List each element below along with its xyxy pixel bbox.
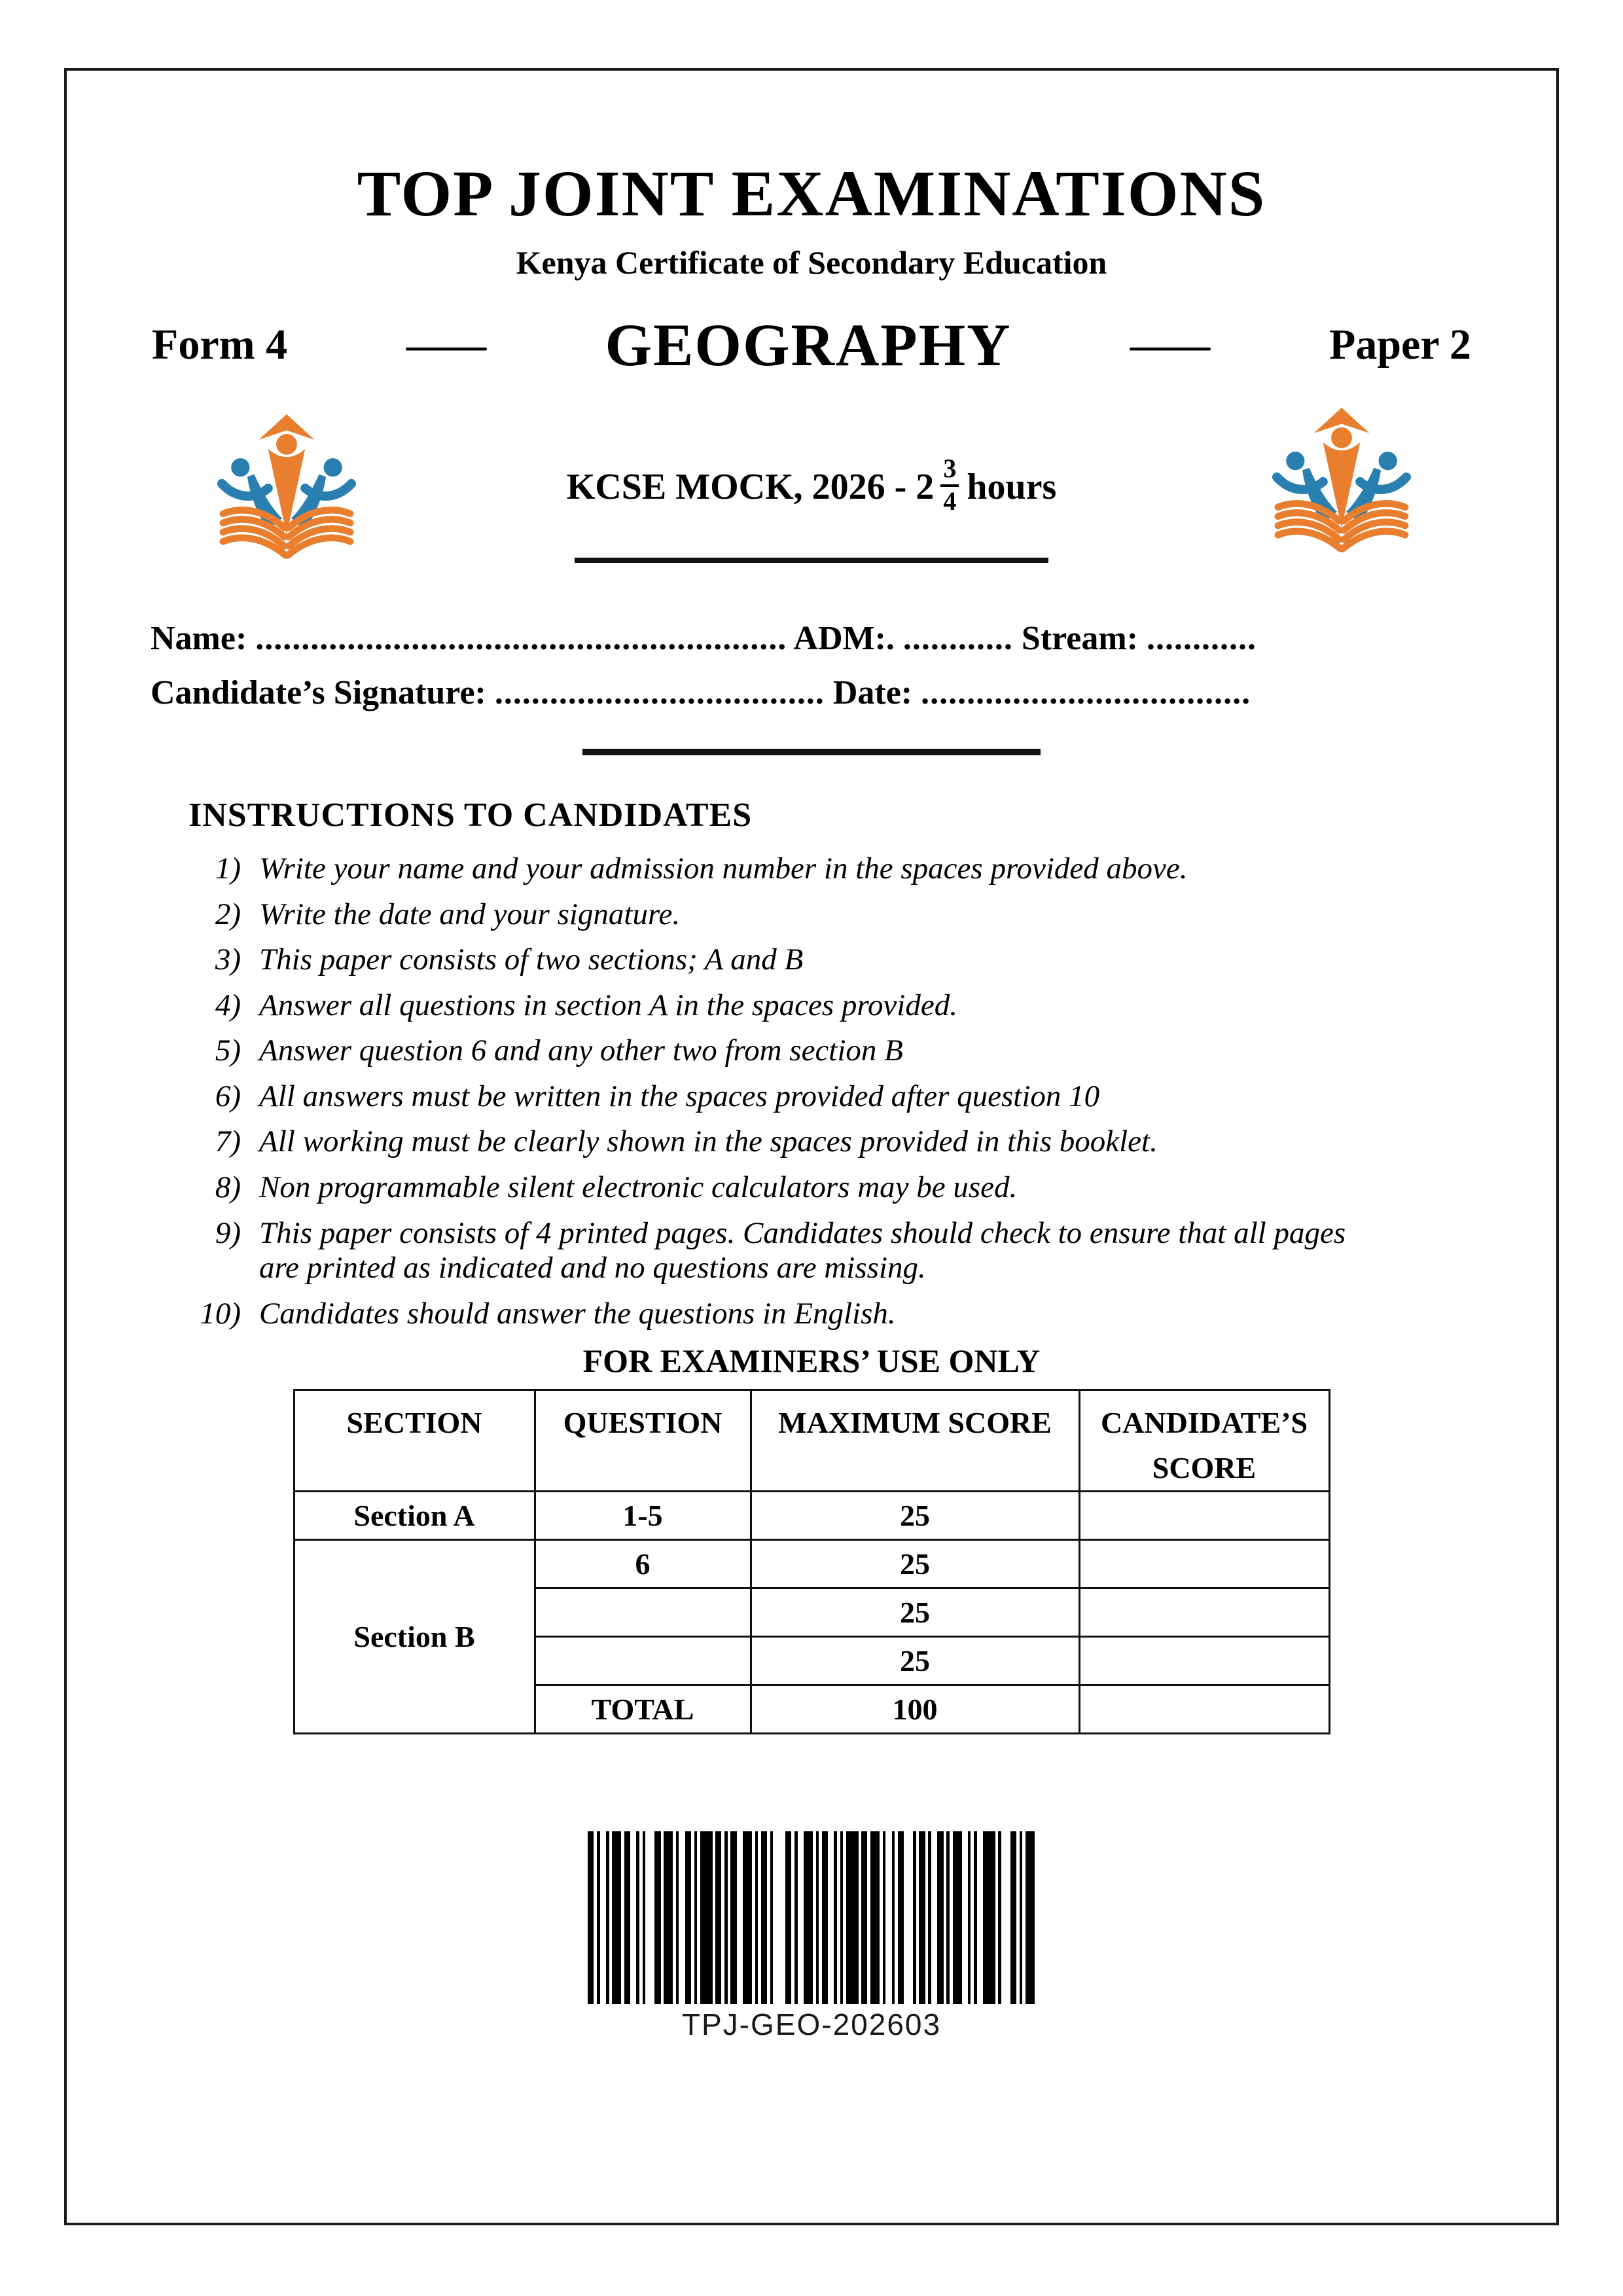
instruction-text: Answer question 6 and any other two from section B (259, 1033, 903, 1068)
barcode-bar (846, 1831, 859, 2004)
instruction-text: Non programmable silent electronic calculators may be used. (259, 1170, 1018, 1205)
adm-label: ADM:. (793, 620, 895, 657)
max-score-cell: 25 (751, 1492, 1079, 1540)
instructions-heading: INSTRUCTIONS TO CANDIDATES (188, 797, 753, 834)
max-score-cell: 25 (751, 1540, 1079, 1588)
instruction-number: 4) (215, 988, 241, 1022)
page-content (67, 71, 1556, 2223)
barcode-bar (953, 1831, 962, 2004)
dash-separator-icon: — (406, 321, 486, 368)
instruction-text: Write the date and your signature. (259, 897, 681, 931)
stream-fill-line: ............ (1147, 620, 1257, 657)
signature-fill-line: .................................... (494, 674, 825, 711)
col-header-question: QUESTION (535, 1390, 751, 1492)
instruction-number: 8) (215, 1170, 241, 1205)
barcode-bar (761, 1831, 767, 2004)
question-cell: 6 (535, 1540, 751, 1588)
barcode-bar (737, 1831, 743, 2004)
name-field-row (151, 619, 1472, 658)
examiners-table (293, 1389, 1330, 1734)
barcode-block (588, 1831, 1035, 2042)
horizontal-rule (575, 558, 1048, 563)
barcode-bar (937, 1831, 943, 2004)
instruction-item (194, 988, 1450, 1024)
table-row (294, 1492, 1329, 1540)
horizontal-rule (582, 749, 1041, 755)
barcode-bar (700, 1831, 713, 2004)
barcode-bar (685, 1831, 691, 2004)
page-title: TOP JOINT EXAMINATIONS (357, 157, 1266, 230)
mock-prefix: KCSE MOCK, 2026 - 2 (566, 466, 935, 507)
signature-label: Candidate’s Signature: (151, 674, 486, 711)
stream-label: Stream: (1021, 620, 1139, 657)
date-fill-line: .................................... (921, 674, 1251, 711)
instruction-item (194, 1124, 1450, 1160)
page-subtitle: Kenya Certificate of Secondary Education (516, 244, 1107, 281)
signature-field-row (151, 673, 1472, 712)
paper-label: Paper 2 (1329, 321, 1471, 368)
section-b-cell: Section B (294, 1540, 535, 1734)
barcode-bar (679, 1831, 685, 2004)
barcode-bar (861, 1831, 867, 2004)
barcode-bar (785, 1831, 791, 2004)
exam-session-line (67, 454, 1556, 521)
instruction-number: 9) (215, 1215, 241, 1250)
barcode-bar (828, 1831, 834, 2004)
name-label: Name: (151, 620, 247, 657)
form-label: Form 4 (152, 321, 288, 368)
max-score-cell: 100 (751, 1685, 1079, 1734)
col-header-section: SECTION (294, 1390, 535, 1492)
adm-fill-line: ............ (902, 620, 1013, 657)
barcode-bar (822, 1831, 828, 2004)
barcode-bar (919, 1831, 925, 2004)
table-row (294, 1540, 1329, 1588)
instruction-item (194, 852, 1450, 887)
name-fill-line: .......................................................... (255, 620, 787, 657)
barcode-bar (773, 1831, 785, 2004)
col-header-candidate-score: CANDIDATE’S SCORE (1079, 1390, 1329, 1492)
form-subject-row (67, 310, 1556, 380)
barcode-bar (983, 1831, 995, 2004)
subject-title: GEOGRAPHY (605, 312, 1012, 378)
barcode-bar (715, 1831, 721, 2004)
instruction-text: This paper consists of 4 printed pages. Candidates should check to ensure that all pages are printed as indicated and no questions are missing. (259, 1215, 1346, 1285)
barcode-bar (804, 1831, 813, 2004)
barcode-bar (588, 1831, 594, 2004)
barcode-bar (743, 1831, 752, 2004)
question-cell (535, 1637, 751, 1685)
instruction-item (194, 897, 1450, 933)
barcode-bar (730, 1831, 736, 2004)
instruction-item (194, 1216, 1450, 1286)
col-header-max-score: MAXIMUM SCORE (751, 1390, 1079, 1492)
instruction-item (194, 1079, 1450, 1115)
barcode-bar (962, 1831, 968, 2004)
candidate-score-cell (1079, 1540, 1329, 1588)
candidate-score-cell (1079, 1637, 1329, 1685)
instruction-text: Answer all questions in section A in the spaces provided. (259, 988, 957, 1022)
instruction-item (194, 1170, 1450, 1206)
instruction-number: 6) (215, 1079, 241, 1113)
question-cell: TOTAL (535, 1685, 751, 1734)
barcode-bar (1001, 1831, 1010, 2004)
max-score-cell: 25 (751, 1588, 1079, 1637)
barcode-bar (630, 1831, 636, 2004)
barcode-bar (798, 1831, 804, 2004)
barcode-bar (600, 1831, 606, 2004)
candidate-fields (67, 619, 1556, 712)
table-header-row (294, 1390, 1329, 1492)
max-score-cell: 25 (751, 1637, 1079, 1685)
candidate-score-cell (1079, 1492, 1329, 1540)
instructions-list (194, 852, 1450, 1331)
barcode-bar (1010, 1831, 1016, 2004)
instruction-number: 1) (215, 852, 241, 886)
date-label: Date: (832, 674, 913, 711)
barcode-bar (977, 1831, 983, 2004)
mock-suffix: hours (967, 466, 1057, 507)
instruction-text: All answers must be written in the spaces provided after question 10 (259, 1079, 1100, 1113)
dash-separator-icon: — (1130, 321, 1211, 368)
barcode-bar (898, 1831, 904, 2004)
candidate-score-cell (1079, 1685, 1329, 1734)
instruction-item (194, 942, 1450, 978)
barcode-bar (645, 1831, 654, 2004)
question-cell: 1-5 (535, 1492, 751, 1540)
barcode-bar (654, 1831, 660, 2004)
question-cell (535, 1588, 751, 1637)
instruction-item (194, 1033, 1450, 1069)
barcode-bar (904, 1831, 913, 2004)
duration-fraction (940, 454, 959, 516)
logo-exam-band (67, 387, 1556, 584)
barcode-image (588, 1831, 1035, 2004)
instruction-item (194, 1297, 1450, 1332)
barcode-bar (870, 1831, 880, 2004)
barcode-bar (624, 1831, 630, 2004)
section-a-cell: Section A (294, 1492, 535, 1540)
barcode-bar (664, 1831, 673, 2004)
instruction-number: 5) (215, 1033, 241, 1068)
barcode-label: TPJ-GEO-202603 (681, 2007, 942, 2042)
fraction-numerator: 3 (940, 454, 959, 487)
examiners-heading: FOR EXAMINERS’ USE ONLY (582, 1342, 1041, 1380)
instruction-number: 2) (215, 897, 241, 931)
barcode-bar (1026, 1831, 1035, 2004)
instruction-number: 3) (215, 942, 241, 977)
barcode-bar (931, 1831, 937, 2004)
barcode-bar (885, 1831, 891, 2004)
instruction-text: Write your name and your admission number in the spaces provided above. (259, 852, 1188, 886)
fraction-denominator: 4 (943, 486, 957, 516)
instruction-text: Candidates should answer the questions in English. (259, 1296, 896, 1331)
instruction-number: 7) (215, 1124, 241, 1159)
barcode-bar (612, 1831, 621, 2004)
instruction-number: 10) (200, 1296, 241, 1331)
instruction-text: This paper consists of two sections; A and B (259, 942, 804, 977)
candidate-score-cell (1079, 1588, 1329, 1637)
instruction-text: All working must be clearly shown in the spaces provided in this booklet. (259, 1124, 1158, 1159)
